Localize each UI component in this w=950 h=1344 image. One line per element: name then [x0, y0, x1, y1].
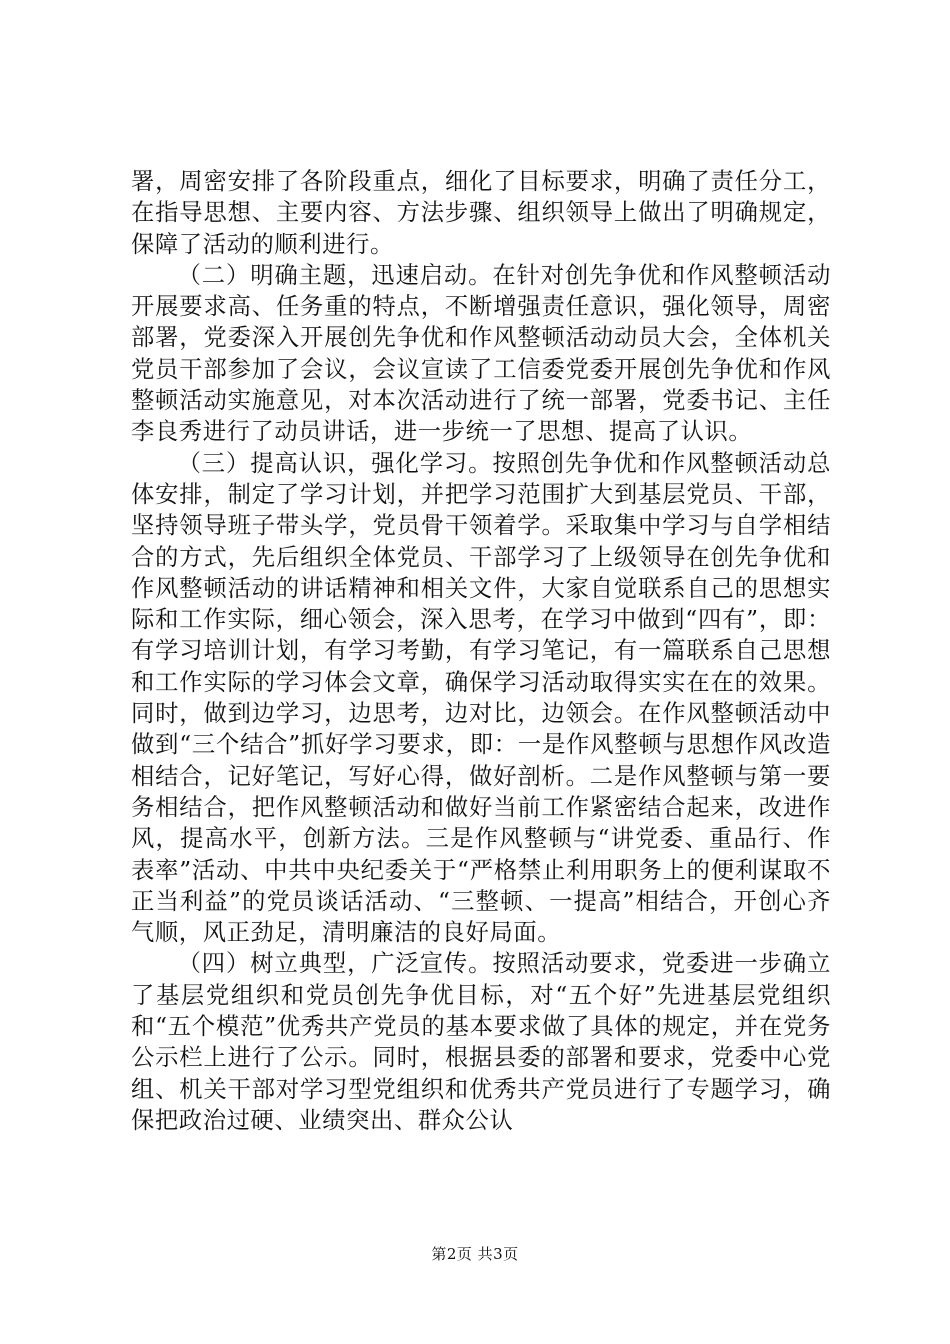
paragraph-section-3: （三）提高认识，强化学习。按照创先争优和作风整顿活动总体安排，制定了学习计划，并把学习范围扩大到基层党员、干部，坚持领导班子带头学，党员骨干领着学。采取集中学习与自学相结合的方式，先后组织全体党员、干部学习了上级领导在创先争优和作风整顿活动的讲话精神和相关文件，大家自觉联系自己的思想实际和工作实际，细心领会，深入思考，在学习中做到“四有”，即：有学习培训计划，有学习考勤，有学习笔记，有一篇联系自己思想和工作实际的学习体会文章，确保学习活动取得实实在在的效果。同时，做到边学习，边思考，边对比，边领会。在作风整顿活动中做到“三个结合”抓好学习要求，即：一是作风整顿与思想作风改造相结合，记好笔记，写好心得，做好剖析。二是作风整顿与第一要务相结合，把作风整顿活动和做好当前工作紧密结合起来，改进作风，提高水平，创新方法。三是作风整顿与“讲党委、重品行、作表率”活动、中共中央纪委关于“严格禁止利用职务上的便利谋取不正当利益”的党员谈话活动、“三整顿、一提高”相结合，开创心齐气顺，风正劲足，清明廉洁的良好局面。: [131, 449, 831, 947]
page-footer: 第2页 共3页: [431, 1245, 519, 1263]
paragraph-section-4: （四）树立典型，广泛宣传。按照活动要求，党委进一步确立了基层党组织和党员创先争优目标，对“五个好”先进基层党组织和“五个模范”优秀共产党员的基本要求做了具体的规定，并在党务公示栏上进行了公示。同时，根据县委的部署和要求，党委中心党组、机关干部对学习型党组织和优秀共产党员进行了专题学习，确保把政治过硬、业绩突出、群众公认: [131, 950, 831, 1134]
paragraph-section-2: （二）明确主题，迅速启动。在针对创先争优和作风整顿活动开展要求高、任务重的特点，不断增强责任意识，强化领导，周密部署，党委深入开展创先争优和作风整顿活动动员大会，全体机关党员干部参加了会议，会议宣读了工信委党委开展创先争优和作风整顿活动实施意见，对本次活动进行了统一部署，党委书记、主任李良秀进行了动员讲话，进一步统一了思想、提高了认识。: [131, 261, 831, 446]
document-body: [131, 166, 831, 1136]
paragraph-continuation: 署，周密安排了各阶段重点，细化了目标要求，明确了责任分工，在指导思想、主要内容、方法步骤、组织领导上做出了明确规定，保障了活动的顺利进行。: [131, 168, 831, 258]
